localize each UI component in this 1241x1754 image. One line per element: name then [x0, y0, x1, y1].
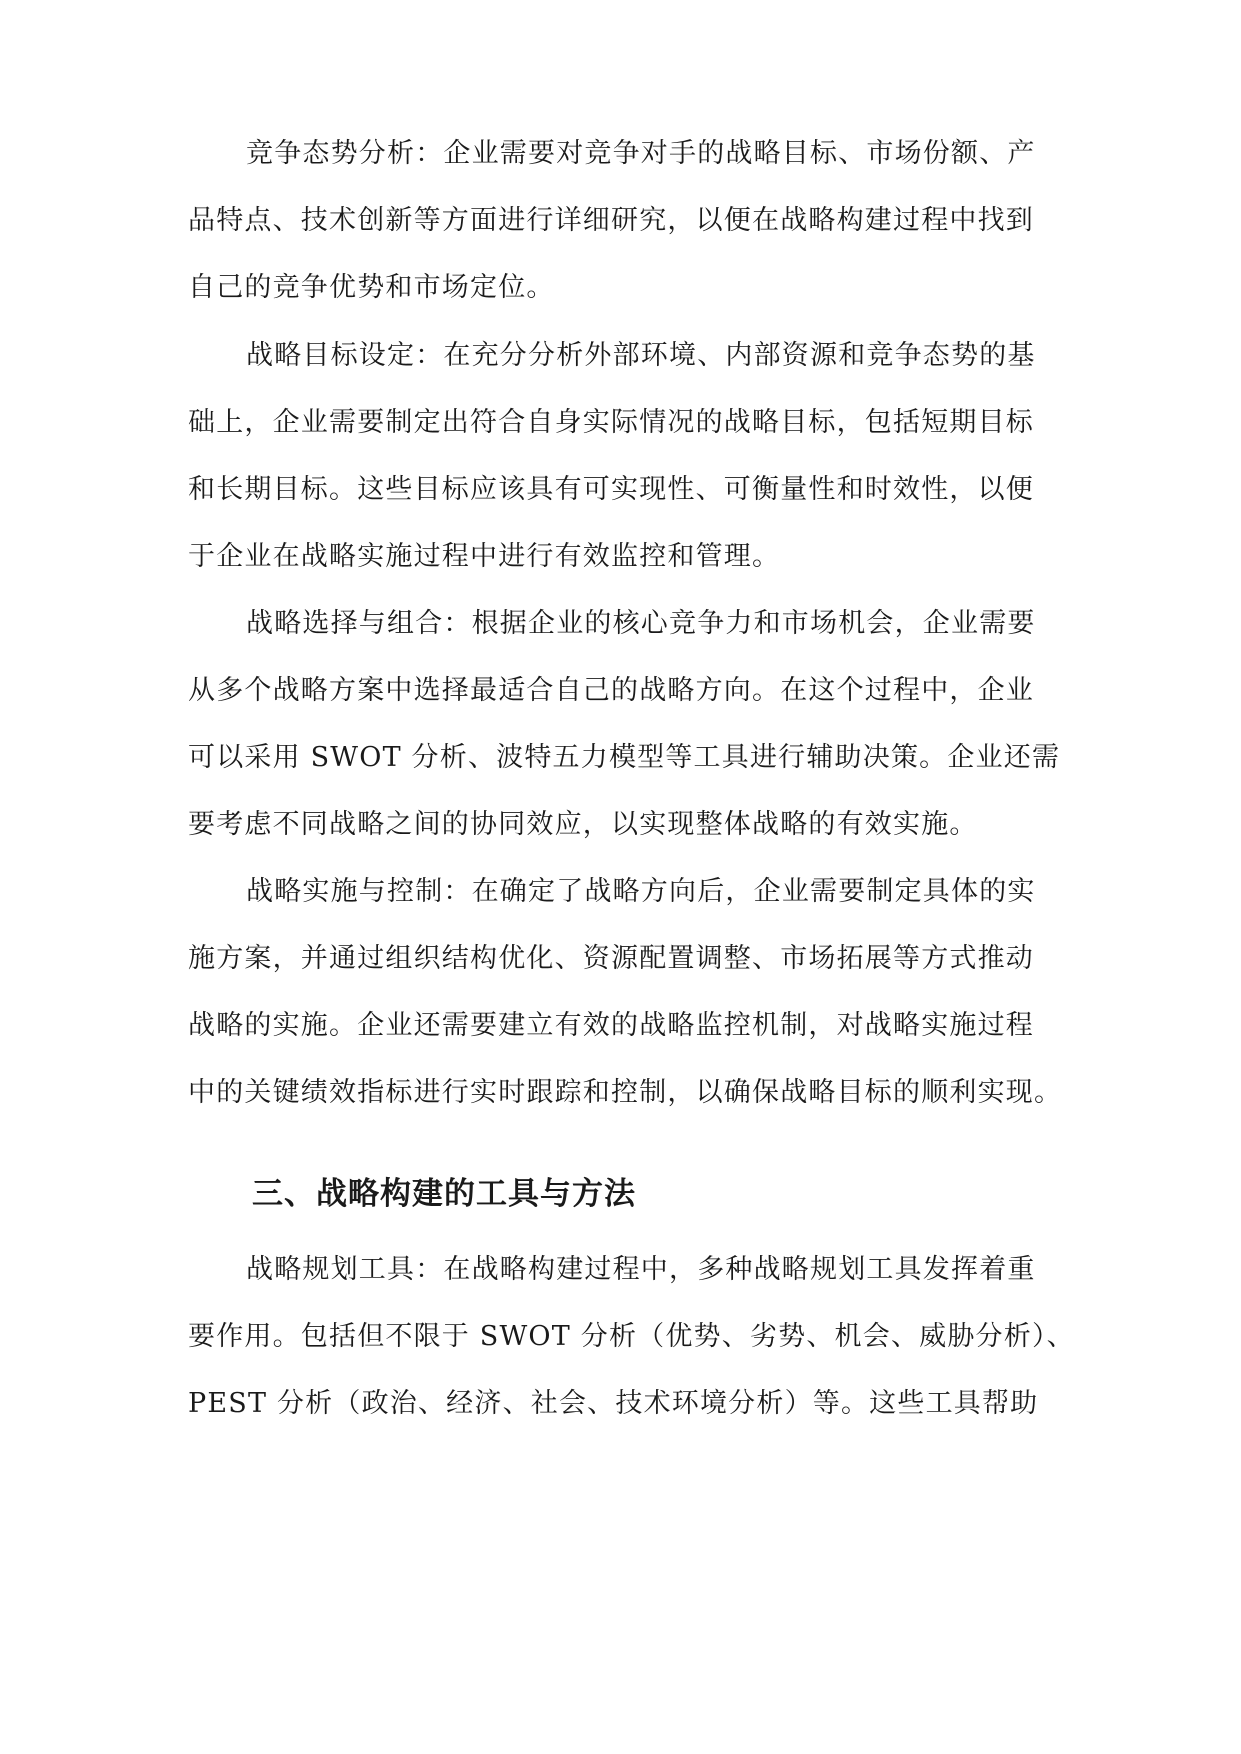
text-line: 中的关键绩效指标进行实时跟踪和控制，以确保战略目标的顺利实现。 — [188, 1077, 1063, 1108]
section-heading: 三、战略构建的工具与方法 — [252, 1176, 636, 1212]
text-line: 要作用。包括但不限于 SWOT 分析（优势、劣势、机会、威胁分析）、 — [188, 1321, 1075, 1352]
text-line: 战略目标设定：在充分分析外部环境、内部资源和竞争态势的基 — [246, 340, 1036, 371]
text-line: 可以采用 SWOT 分析、波特五力模型等工具进行辅助决策。企业还需 — [188, 742, 1061, 773]
text-line: 从多个战略方案中选择最适合自己的战略方向。在这个过程中，企业 — [188, 675, 1034, 706]
text-line: 要考虑不同战略之间的协同效应，以实现整体战略的有效实施。 — [188, 809, 978, 840]
text-line: 和长期目标。这些目标应该具有可实现性、可衡量性和时效性，以便 — [188, 474, 1034, 505]
text-line: 战略规划工具：在战略构建过程中，多种战略规划工具发挥着重 — [246, 1254, 1036, 1285]
text-line: 于企业在战略实施过程中进行有效监控和管理。 — [188, 541, 781, 572]
text-line: 自己的竞争优势和市场定位。 — [188, 272, 555, 303]
text-line: 施方案，并通过组织结构优化、资源配置调整、市场拓展等方式推动 — [188, 943, 1034, 974]
text-line: 品特点、技术创新等方面进行详细研究，以便在战略构建过程中找到 — [188, 205, 1034, 236]
text-line: 竞争态势分析：企业需要对竞争对手的战略目标、市场份额、产 — [246, 138, 1036, 169]
text-line: 战略实施与控制：在确定了战略方向后，企业需要制定具体的实 — [246, 876, 1036, 907]
text-line: PEST 分析（政治、经济、社会、技术环境分析）等。这些工具帮助 — [188, 1388, 1039, 1419]
text-line: 础上，企业需要制定出符合自身实际情况的战略目标，包括短期目标 — [188, 407, 1034, 438]
text-line: 战略选择与组合：根据企业的核心竞争力和市场机会，企业需要 — [246, 608, 1036, 639]
text-line: 战略的实施。企业还需要建立有效的战略监控机制，对战略实施过程 — [188, 1010, 1034, 1041]
